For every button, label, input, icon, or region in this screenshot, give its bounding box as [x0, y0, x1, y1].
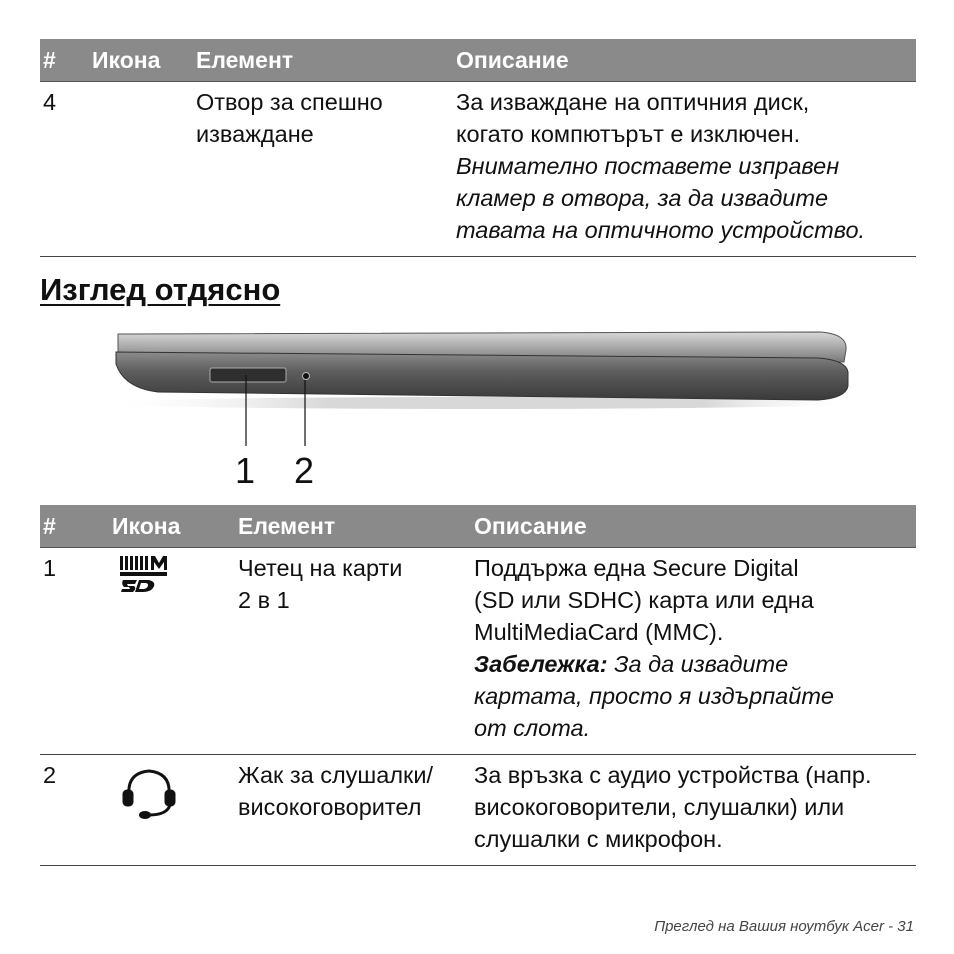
row-element — [193, 82, 453, 257]
row-icon — [109, 548, 235, 755]
row-num: 4 — [40, 82, 89, 257]
row-icon — [109, 755, 235, 866]
header-icon: Икона — [109, 505, 235, 548]
table-row — [40, 755, 916, 866]
header-element: Елемент — [193, 39, 453, 82]
header-element: Елемент — [235, 505, 471, 548]
description-line: MultiMediaCard (MMC). — [474, 619, 724, 645]
description-line: Поддържа една Secure Digital — [474, 555, 799, 581]
element-line: Жак за слушалки/ — [238, 762, 433, 788]
element-line: изваждане — [196, 121, 314, 147]
description-line: когато компютърът е изключен. — [456, 121, 801, 147]
header-num: # — [40, 505, 109, 548]
header-num: # — [40, 39, 89, 82]
table-header — [40, 505, 916, 548]
section-title: Изглед отдясно — [40, 272, 281, 307]
element-line: високоговорител — [238, 794, 422, 820]
element-line: 2 в 1 — [238, 587, 290, 613]
description-line: За изваждане на оптичния диск, — [456, 89, 810, 115]
note-line: от слота. — [474, 715, 591, 741]
row-description — [471, 755, 916, 866]
laptop-right-side-illustration — [98, 328, 858, 450]
element-line: Отвор за спешно — [196, 89, 383, 115]
row-num: 1 — [40, 548, 109, 755]
sd-mmc-card-icon — [115, 552, 195, 600]
note-line — [474, 648, 916, 680]
description-line: високоговорители, слушалки) или — [474, 794, 845, 820]
note-line: Внимателно поставете изправен — [456, 153, 840, 179]
description-line: (SD или SDHC) карта или една — [474, 587, 814, 613]
row-element — [235, 755, 471, 866]
element-line: Четец на карти — [238, 555, 403, 581]
header-icon: Икона — [89, 39, 193, 82]
table-header — [40, 39, 916, 82]
callout-label-1: 1 — [235, 450, 256, 491]
row-description — [453, 82, 916, 257]
note-text: За да извадите — [607, 651, 789, 677]
table-top — [40, 39, 916, 257]
page-footer: Преглед на Вашия ноутбук Acer - 31 — [654, 918, 914, 935]
row-icon — [89, 82, 193, 257]
table-row — [40, 548, 916, 755]
callout-label-2: 2 — [294, 450, 315, 491]
card-reader-slot — [210, 368, 286, 382]
audio-jack — [303, 373, 310, 380]
header-description: Описание — [471, 505, 916, 548]
note-line: тавата на оптичното устройство. — [456, 217, 866, 243]
row-num: 2 — [40, 755, 109, 866]
note-line: картата, просто я издърпайте — [474, 683, 834, 709]
description-line: За връзка с аудио устройства (напр. — [474, 762, 872, 788]
description-line: слушалки с микрофон. — [474, 826, 723, 852]
note-label: Забележка: — [474, 651, 608, 677]
note-line: кламер в отвора, за да извадите — [456, 185, 829, 211]
headset-icon — [115, 759, 195, 825]
header-description: Описание — [453, 39, 916, 82]
table-right-view — [40, 505, 916, 866]
row-element — [235, 548, 471, 755]
row-description — [471, 548, 916, 755]
table-row — [40, 82, 916, 257]
